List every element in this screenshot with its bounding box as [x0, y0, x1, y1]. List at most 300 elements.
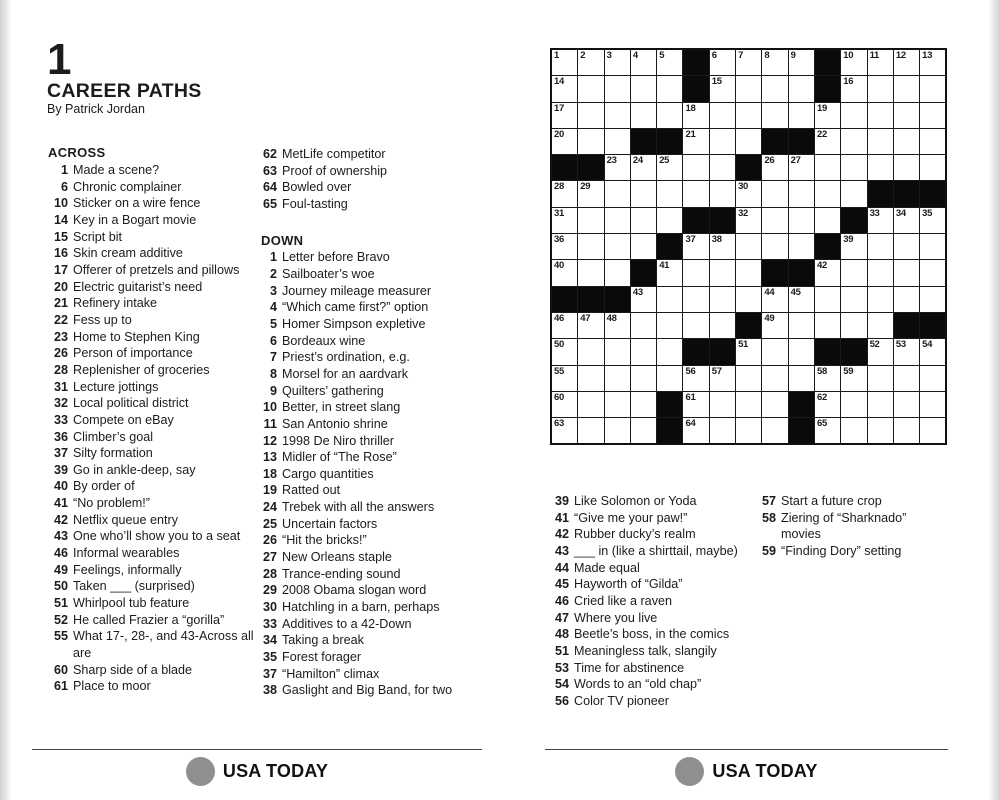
clue-text: Taking a break — [282, 633, 364, 648]
clue-item — [256, 532, 458, 549]
clue-item — [256, 316, 458, 333]
grid-cell-number: 2 — [580, 50, 586, 61]
clue-number: 16 — [53, 246, 68, 261]
clue-number: 1 — [269, 250, 277, 265]
clue-text: Beetle’s boss, in the comics — [574, 627, 730, 642]
clue-item — [755, 493, 925, 510]
grid-cell — [920, 103, 945, 128]
grid-cell-number: 39 — [843, 234, 854, 246]
clue-number: 15 — [53, 229, 68, 244]
clue-text: “Hamilton” climax — [282, 666, 380, 681]
grid-cell — [789, 339, 814, 364]
clue-text: Journey mileage measurer — [282, 283, 432, 298]
grid-cell — [868, 234, 893, 259]
clue-text: Taken ___ (surprised) — [73, 579, 195, 594]
clue-number: 50 — [53, 579, 68, 594]
grid-black-cell — [789, 392, 814, 417]
clue-item — [548, 626, 760, 643]
clue-text: Bordeaux wine — [282, 333, 366, 348]
grid-cell — [736, 339, 761, 364]
grid-cell-number: 64 — [685, 418, 696, 430]
clue-item — [47, 312, 259, 329]
clue-item — [256, 482, 458, 499]
clue-item — [47, 462, 259, 479]
grid-cell-number: 47 — [580, 312, 591, 324]
grid-cell — [683, 418, 708, 443]
clue-text: Additives to a 42-Down — [282, 616, 412, 631]
clue-item — [47, 245, 259, 262]
grid-cell — [578, 103, 603, 128]
grid-cell-number: 38 — [711, 234, 722, 246]
grid-black-cell — [657, 418, 682, 443]
clue-item — [47, 678, 259, 695]
clue-number: 41 — [53, 496, 68, 511]
clue-number: 47 — [554, 610, 569, 625]
clue-number: 46 — [53, 546, 68, 561]
grid-cell-number: 46 — [554, 312, 564, 324]
grid-cell — [552, 418, 577, 443]
grid-black-cell — [841, 208, 866, 233]
grid-black-cell — [683, 339, 708, 364]
clue-item — [256, 349, 458, 366]
left-footer-rule — [32, 749, 482, 786]
puzzle-number: 1 — [47, 35, 71, 84]
grid-cell-number: 60 — [554, 391, 564, 403]
grid-cell — [868, 103, 893, 128]
grid-cell — [841, 103, 866, 128]
grid-cell — [789, 313, 814, 338]
clue-text: New Orleans staple — [282, 550, 392, 565]
clue-number: 24 — [262, 500, 277, 515]
grid-cell — [736, 50, 761, 75]
grid-black-cell — [657, 234, 682, 259]
grid-cell — [657, 208, 682, 233]
clue-text: Forest forager — [282, 650, 362, 665]
grid-black-cell — [552, 287, 577, 312]
clue-number: 60 — [53, 662, 68, 677]
grid-cell — [657, 76, 682, 101]
clue-item — [548, 526, 760, 543]
grid-cell — [868, 366, 893, 391]
clue-number: 56 — [554, 693, 569, 708]
clue-number: 13 — [262, 450, 277, 465]
clue-number: 46 — [554, 593, 569, 608]
grid-cell — [710, 103, 735, 128]
grid-cell-number: 26 — [764, 155, 775, 167]
grid-cell — [841, 287, 866, 312]
clue-item — [47, 179, 259, 196]
clue-item — [256, 649, 458, 666]
grid-cell — [736, 234, 761, 259]
clue-number: 33 — [53, 412, 68, 427]
grid-black-cell — [920, 181, 945, 206]
grid-cell-number: 4 — [632, 50, 638, 61]
clue-text: Offerer of pretzels and pillows — [73, 262, 240, 277]
clue-number: 6 — [269, 333, 277, 348]
clue-number: 1 — [60, 163, 68, 177]
clue-number: 45 — [554, 577, 569, 592]
grid-cell-number: 6 — [711, 50, 717, 61]
clue-item — [548, 643, 760, 660]
clue-number: 5 — [269, 316, 277, 331]
clue-number: 32 — [53, 396, 68, 411]
grid-cell — [789, 208, 814, 233]
clue-number: 7 — [269, 350, 277, 365]
grid-cell — [815, 103, 840, 128]
clue-item — [548, 693, 760, 710]
grid-black-cell — [789, 260, 814, 285]
grid-cell — [657, 260, 682, 285]
grid-cell — [789, 155, 814, 180]
grid-cell-number: 7 — [738, 50, 744, 61]
clue-text: ___ in (like a shirttail, maybe) — [574, 543, 738, 558]
clue-text: Quilters’ gathering — [282, 383, 384, 398]
grid-cell — [868, 392, 893, 417]
clue-number: 27 — [262, 550, 277, 565]
down-clues-column-3 — [755, 493, 925, 560]
clue-number: 8 — [269, 366, 277, 381]
clue-text: Place to moor — [73, 679, 151, 694]
grid-cell — [631, 208, 656, 233]
clue-item — [47, 662, 259, 679]
clue-text: One who’ll show you to a seat — [73, 529, 241, 544]
clue-item — [548, 543, 760, 560]
clue-number: 57 — [761, 494, 776, 508]
grid-cell — [631, 339, 656, 364]
grid-cell — [710, 366, 735, 391]
clue-text: 1998 De Niro thriller — [282, 433, 394, 448]
grid-cell — [894, 366, 919, 391]
grid-cell — [920, 260, 945, 285]
grid-black-cell — [736, 313, 761, 338]
clue-item — [47, 195, 259, 212]
grid-cell — [631, 155, 656, 180]
grid-cell — [710, 234, 735, 259]
grid-cell-number: 57 — [711, 365, 722, 377]
clue-number: 41 — [554, 510, 569, 525]
grid-cell-number: 19 — [816, 102, 827, 114]
clue-item — [47, 595, 259, 612]
clue-number: 43 — [554, 543, 569, 558]
grid-cell — [736, 418, 761, 443]
grid-cell — [762, 287, 787, 312]
grid-cell — [683, 313, 708, 338]
right-footer-rule — [545, 749, 948, 786]
grid-black-cell — [841, 339, 866, 364]
clue-item — [47, 162, 259, 179]
clue-text: Local political district — [73, 396, 189, 411]
grid-cell-number: 29 — [580, 181, 591, 193]
clue-item — [47, 512, 259, 529]
clue-item — [755, 510, 925, 543]
clue-text: Cried like a raven — [574, 593, 672, 608]
grid-cell — [683, 155, 708, 180]
clue-item — [47, 628, 259, 661]
clue-item — [755, 543, 925, 560]
clue-text: Compete on eBay — [73, 412, 174, 427]
grid-cell-number: 25 — [659, 155, 670, 167]
right-page — [500, 0, 1000, 800]
grid-cell — [789, 76, 814, 101]
clue-number: 42 — [53, 512, 68, 527]
clue-text: Rubber ducky’s realm — [574, 527, 696, 542]
grid-cell — [815, 418, 840, 443]
grid-cell-number: 5 — [659, 50, 665, 61]
grid-black-cell — [762, 129, 787, 154]
grid-cell — [736, 208, 761, 233]
grid-cell-number: 33 — [869, 207, 880, 219]
grid-cell — [631, 76, 656, 101]
grid-cell-number: 30 — [738, 181, 749, 193]
grid-cell-number: 23 — [606, 155, 617, 167]
clue-text: Made equal — [574, 560, 640, 575]
clue-number: 34 — [262, 633, 277, 648]
grid-cell — [631, 366, 656, 391]
grid-cell — [762, 339, 787, 364]
clue-item — [256, 616, 458, 633]
usatoday-logo — [32, 757, 482, 786]
clue-text: Midler of “The Rose” — [282, 450, 397, 465]
grid-cell — [578, 208, 603, 233]
grid-cell-number: 58 — [816, 365, 827, 377]
grid-cell — [578, 129, 603, 154]
clue-text: Go in ankle-deep, say — [73, 462, 196, 477]
grid-cell — [815, 260, 840, 285]
clue-text: He called Frazier a “gorilla” — [73, 612, 225, 627]
grid-cell — [815, 208, 840, 233]
clue-text: Better, in street slang — [282, 400, 401, 415]
clue-item — [548, 493, 760, 510]
grid-cell — [605, 392, 630, 417]
grid-cell-number: 35 — [922, 207, 933, 219]
grid-cell-number: 59 — [843, 365, 854, 377]
clue-text: Sharp side of a blade — [73, 662, 193, 677]
grid-cell-number: 16 — [843, 76, 854, 88]
grid-cell — [552, 339, 577, 364]
clue-text: Whirlpool tub feature — [73, 596, 190, 611]
clue-number: 37 — [53, 446, 68, 461]
clue-item — [256, 283, 458, 300]
clue-number: 31 — [53, 379, 68, 394]
grid-cell — [683, 129, 708, 154]
grid-cell — [552, 392, 577, 417]
clue-item — [548, 610, 760, 627]
grid-cell — [552, 208, 577, 233]
grid-cell — [894, 392, 919, 417]
clue-number: 25 — [262, 516, 277, 531]
grid-cell — [868, 313, 893, 338]
grid-cell — [894, 129, 919, 154]
grid-black-cell — [631, 129, 656, 154]
clue-number: 58 — [761, 510, 776, 525]
grid-cell — [841, 234, 866, 259]
clue-text: Silty formation — [73, 446, 153, 461]
grid-cell — [657, 155, 682, 180]
grid-cell — [894, 76, 919, 101]
grid-cell-number: 32 — [738, 207, 749, 219]
grid-cell — [631, 103, 656, 128]
clue-text: MetLife competitor — [282, 147, 386, 161]
clue-text: Refinery intake — [73, 296, 157, 311]
clue-number: 12 — [262, 433, 277, 448]
grid-cell — [789, 181, 814, 206]
grid-cell-number: 56 — [685, 365, 696, 377]
grid-cell — [736, 260, 761, 285]
grid-cell — [841, 260, 866, 285]
clue-text: Bowled over — [282, 180, 352, 195]
clue-item — [256, 682, 458, 699]
grid-cell-number: 44 — [764, 286, 775, 298]
clue-text: Homer Simpson expletive — [282, 316, 426, 331]
byline: By Patrick Jordan — [47, 102, 145, 116]
clue-text: Letter before Bravo — [282, 250, 390, 265]
clue-text: Script bit — [73, 229, 122, 244]
clue-item — [256, 449, 458, 466]
grid-cell-number: 49 — [764, 312, 775, 324]
grid-cell — [789, 366, 814, 391]
clue-text: Skin cream additive — [73, 246, 183, 261]
clue-item — [256, 582, 458, 599]
grid-cell — [578, 76, 603, 101]
clue-text: Meaningless talk, slangily — [574, 643, 717, 658]
grid-cell-number: 34 — [895, 207, 906, 219]
clue-text: Home to Stephen King — [73, 329, 200, 344]
grid-cell — [657, 287, 682, 312]
grid-cell — [736, 392, 761, 417]
grid-cell — [762, 418, 787, 443]
grid-cell — [841, 50, 866, 75]
grid-cell — [578, 260, 603, 285]
puzzle-title: CAREER PATHS — [47, 80, 202, 102]
grid-cell — [868, 287, 893, 312]
clue-text: Trebek with all the answers — [282, 500, 435, 515]
grid-cell-number: 48 — [606, 312, 617, 324]
grid-cell-number: 50 — [554, 339, 564, 351]
grid-black-cell — [631, 260, 656, 285]
clue-item — [256, 549, 458, 566]
grid-cell-number: 61 — [685, 391, 696, 403]
clue-item — [548, 660, 760, 677]
clue-text: Feelings, informally — [73, 562, 182, 577]
grid-cell-number: 45 — [790, 286, 801, 298]
grid-cell — [683, 234, 708, 259]
grid-cell — [605, 418, 630, 443]
grid-cell-number: 54 — [922, 339, 933, 351]
clue-number: 28 — [53, 362, 68, 377]
grid-cell — [868, 129, 893, 154]
clue-item — [548, 510, 760, 527]
grid-cell — [605, 366, 630, 391]
grid-cell-number: 21 — [685, 128, 696, 140]
clue-item — [256, 416, 458, 433]
grid-cell — [868, 418, 893, 443]
clue-item — [548, 593, 760, 610]
grid-cell-number: 62 — [816, 391, 827, 403]
grid-cell — [552, 260, 577, 285]
grid-cell-number: 11 — [869, 50, 880, 61]
clue-text: Where you live — [574, 610, 658, 625]
grid-cell — [841, 313, 866, 338]
grid-cell — [894, 155, 919, 180]
crossword-grid — [550, 48, 947, 445]
grid-black-cell — [683, 76, 708, 101]
grid-black-cell — [789, 129, 814, 154]
grid-cell — [920, 339, 945, 364]
grid-cell-number: 65 — [816, 418, 827, 430]
grid-cell — [868, 339, 893, 364]
grid-cell-number: 10 — [843, 50, 854, 61]
clue-number: 53 — [554, 660, 569, 675]
grid-cell — [578, 181, 603, 206]
clue-number: 26 — [262, 533, 277, 548]
grid-cell — [762, 392, 787, 417]
grid-cell — [552, 103, 577, 128]
clue-text: Replenisher of groceries — [73, 362, 210, 377]
clue-item — [256, 466, 458, 483]
grid-cell — [815, 287, 840, 312]
usatoday-circle-icon — [675, 757, 704, 786]
grid-cell — [552, 50, 577, 75]
grid-cell — [631, 50, 656, 75]
grid-cell — [605, 234, 630, 259]
grid-cell — [762, 155, 787, 180]
clue-number: 54 — [554, 677, 569, 692]
grid-black-cell — [657, 129, 682, 154]
clue-text: By order of — [73, 479, 135, 494]
clue-text: Climber’s goal — [73, 429, 154, 444]
grid-cell — [578, 366, 603, 391]
grid-cell-number: 13 — [922, 50, 933, 61]
grid-cell — [578, 50, 603, 75]
usatoday-logo — [545, 757, 948, 786]
clue-number: 3 — [269, 283, 277, 298]
grid-cell — [841, 181, 866, 206]
grid-cell — [710, 76, 735, 101]
grid-cell — [683, 260, 708, 285]
clue-number: 26 — [53, 346, 68, 361]
clue-item — [47, 495, 259, 512]
grid-black-cell — [578, 155, 603, 180]
clue-text: Trance-ending sound — [282, 566, 401, 581]
grid-cell — [920, 418, 945, 443]
clue-text: Made a scene? — [73, 163, 160, 177]
grid-cell — [868, 76, 893, 101]
clue-item — [47, 578, 259, 595]
grid-cell — [841, 366, 866, 391]
grid-cell — [789, 103, 814, 128]
grid-cell — [552, 129, 577, 154]
clue-item — [47, 445, 259, 462]
clue-number: 10 — [262, 400, 277, 415]
grid-cell — [605, 50, 630, 75]
grid-cell — [841, 392, 866, 417]
grid-cell — [920, 366, 945, 391]
clue-text: Ziering of “Sharknado” movies — [781, 510, 907, 542]
clue-text: Start a future crop — [781, 494, 882, 508]
grid-cell — [605, 181, 630, 206]
grid-cell-number: 37 — [685, 234, 696, 246]
grid-cell — [710, 155, 735, 180]
grid-cell — [657, 181, 682, 206]
grid-cell-number: 42 — [816, 260, 827, 272]
clue-item — [47, 379, 259, 396]
grid-cell — [868, 260, 893, 285]
grid-cell — [894, 50, 919, 75]
clue-text: Uncertain factors — [282, 516, 378, 531]
grid-cell — [710, 418, 735, 443]
grid-cell-number: 8 — [764, 50, 770, 61]
grid-cell-number: 3 — [606, 50, 612, 61]
